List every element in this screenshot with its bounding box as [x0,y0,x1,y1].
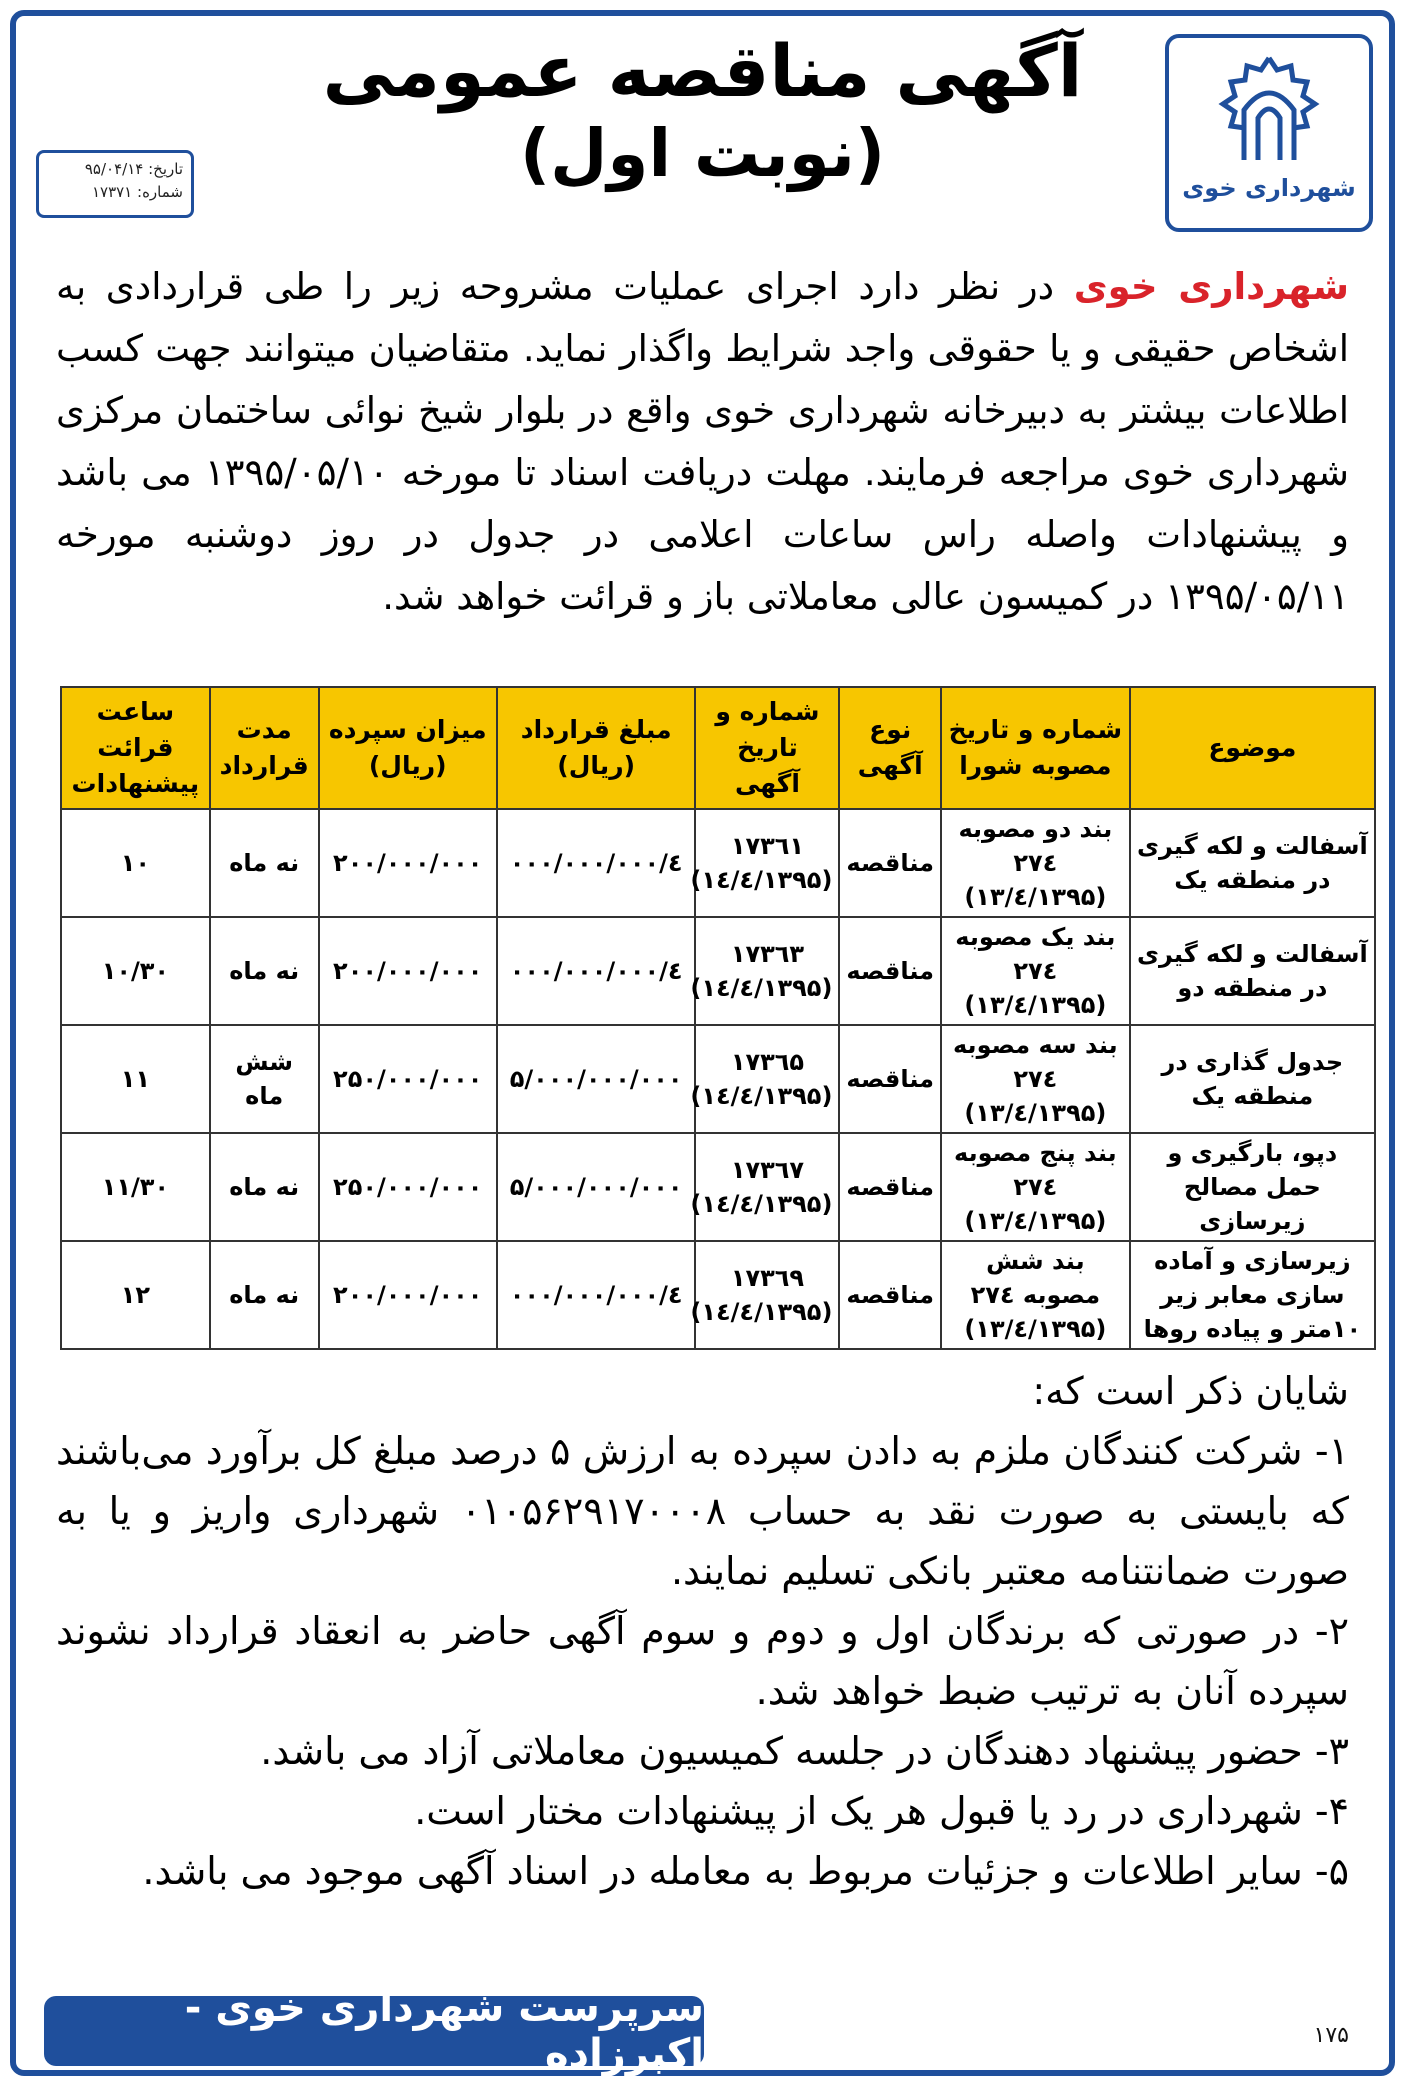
cell-type: مناقصه [839,1025,941,1133]
cell-time: ۱۱ [61,1025,210,1133]
tender-table [60,686,1376,1350]
council-number: بند یک مصوبه ۲۷٤ [955,923,1116,985]
cell-duration: نه ماه [210,1241,319,1349]
reference-box [36,150,194,218]
title-line-2: (نوبت اول) [519,115,886,192]
table-row [61,917,1375,1025]
col-ad: شماره و تاریخ آگهی [695,687,839,809]
signature-text: سرپرست شهرداری خوی - اکبرزاده [184,1985,704,2077]
reference-number: شماره: ۱۷۳۷۱ [91,183,183,202]
council-date: (۱۳۹۵/٤/۱۳) [964,1315,1107,1343]
note-item-4: ۴- شهرداری در رد یا قبول هر یک از پیشنهادات مختار است. [414,1789,1349,1833]
title-line-1: آگهی مناقصه عمومی [322,29,1083,113]
council-date: (۱۳۹۵/٤/۱۳) [964,1207,1107,1235]
col-amount: مبلغ قرارداد (ریال) [497,687,696,809]
cell-deposit: ۲۵۰/۰۰۰/۰۰۰ [319,1133,497,1241]
ad-date: (۱۳۹۵/٤/۱٤) [690,1190,833,1218]
ad-number: ۱۷۳٦۳ [730,940,805,968]
cell-deposit: ۲۰۰/۰۰۰/۰۰۰ [319,809,497,917]
cell-type: مناقصه [839,917,941,1025]
ad-date: (۱۳۹۵/٤/۱٤) [690,974,833,1002]
cell-type: مناقصه [839,1133,941,1241]
cell-amount: ٤/۰۰۰/۰۰۰/۰۰۰ [497,809,696,917]
cell-subject: آسفالت و لکه گیری در منطقه دو [1130,917,1375,1025]
cell-amount: ۵/۰۰۰/۰۰۰/۰۰۰ [497,1133,696,1241]
signature-banner [44,1985,704,2077]
cell-deposit: ۲۰۰/۰۰۰/۰۰۰ [319,1241,497,1349]
notes-heading: شایان ذکر است که: [1032,1369,1349,1413]
table-row [61,1025,1375,1133]
ad-date: (۱۳۹۵/٤/۱٤) [690,1298,833,1326]
note-item-5: ۵- سایر اطلاعات و جزئیات مربوط به معامله در اسناد آگهی موجود می باشد. [142,1849,1349,1893]
cell-ad [690,917,839,1025]
notice-title [262,26,1143,192]
cell-subject: زیرسازی و آماده سازی معابر زیر ۱۰متر و پیاده روها [1130,1241,1375,1349]
cell-deposit: ۲۵۰/۰۰۰/۰۰۰ [319,1025,497,1133]
cell-council [941,1241,1130,1349]
cell-time: ۱۰/۳۰ [61,917,210,1025]
page-number: ۱۷۵ [1313,2023,1349,2048]
col-type: نوع آگهی [839,687,941,809]
note-item-2: ۲- در صورتی که برندگان اول و دوم و سوم آگهی حاضر به انعقاد قرارداد نشوند سپرده آنان به ترتیب ضبط خواهد شد. [56,1609,1349,1713]
col-deposit: میزان سپرده (ریال) [319,687,497,809]
cell-time: ۱۰ [61,809,210,917]
cell-ad [690,1241,839,1349]
notice-frame [10,10,1395,2076]
ad-date: (۱۳۹۵/٤/۱٤) [690,866,833,894]
cell-deposit: ۲۰۰/۰۰۰/۰۰۰ [319,917,497,1025]
council-number: بند سه مصوبه ۲۷٤ [953,1031,1118,1093]
col-subject: موضوع [1130,687,1375,809]
cell-council [941,1133,1130,1241]
logo-text: شهرداری خوی [1182,174,1356,202]
cell-council [941,809,1130,917]
council-date: (۱۳۹۵/٤/۱۳) [964,1099,1107,1127]
municipality-logo [1165,34,1373,232]
col-council: شماره و تاریخ مصوبه شورا [941,687,1130,809]
cell-duration: شش ماه [210,1025,319,1133]
ad-number: ۱۷۳٦۷ [730,1156,805,1184]
intro-paragraph [56,256,1349,628]
note-item-1: ۱- شرکت کنندگان ملزم به دادن سپرده به ارزش ۵ درصد مبلغ کل برآورد می‌باشند که بایستی به صورت نقد به حساب ۰۱۰۵۶۲۹۱۷۰۰۰۸ شهرداری واریز و یا به صورت ضمانتنامه معتبر بانکی تسلیم نمایند. [56,1429,1349,1593]
cell-time: ۱۱/۳۰ [61,1133,210,1241]
col-time: ساعت قرائت پیشنهادات [61,687,210,809]
cell-duration: نه ماه [210,917,319,1025]
cell-ad [690,1133,839,1241]
cell-amount: ٤/۰۰۰/۰۰۰/۰۰۰ [497,917,696,1025]
council-number: بند پنج مصوبه ۲۷٤ [954,1139,1117,1201]
cell-subject: دپو، بارگیری و حمل مصالح زیرسازی [1130,1133,1375,1241]
logo-emblem-icon [1194,48,1344,168]
cell-duration: نه ماه [210,1133,319,1241]
intro-text: در نظر دارد اجرای عملیات مشروحه زیر را طی قراردادی به اشخاص حقیقی و یا حقوقی واجد شرایط واگذار نماید. متقاضیان میتوانند جهت کسب اطلاعات بیشتر به دبیرخانه شهرداری خوی واقع در بلوار شیخ نوائی ساختمان مرکزی شهرداری خوی مراجعه فرمایند. مهلت دریافت اسناد تا مورخه ۱۳۹۵/۰۵/۱۰ می باشد و پیشنهادات واصله راس ساعات اعلامی در جدول در روز دوشنبه مورخه ۱۳۹۵/۰۵/۱۱ در کمیسون عالی معاملاتی باز و قرائت خواهد شد. [56,265,1349,618]
cell-council [941,1025,1130,1133]
council-number: بند شش مصوبه ۲۷٤ [970,1247,1101,1309]
council-date: (۱۳۹۵/٤/۱۳) [964,883,1107,911]
cell-amount: ۵/۰۰۰/۰۰۰/۰۰۰ [497,1025,696,1133]
cell-council [941,917,1130,1025]
table-row [61,809,1375,917]
table-header-row [61,687,1375,809]
ad-date: (۱۳۹۵/٤/۱٤) [690,1082,833,1110]
col-duration: مدت قرارداد [210,687,319,809]
cell-type: مناقصه [839,1241,941,1349]
cell-amount: ٤/۰۰۰/۰۰۰/۰۰۰ [497,1241,696,1349]
org-name: شهرداری خوی [1073,265,1349,308]
cell-subject: آسفالت و لکه گیری در منطقه یک [1130,809,1375,917]
note-item-3: ۳- حضور پیشنهاد دهندگان در جلسه کمیسیون معاملاتی آزاد می باشد. [260,1729,1349,1773]
cell-time: ۱۲ [61,1241,210,1349]
notes-section [56,1361,1349,1901]
cell-subject: جدول گذاری در منطقه یک [1130,1025,1375,1133]
notice-header [22,22,1383,232]
ad-number: ۱۷۳٦۹ [730,1264,805,1292]
ad-number: ۱۷۳٦۱ [730,832,805,860]
table-row [61,1241,1375,1349]
council-date: (۱۳۹۵/٤/۱۳) [964,991,1107,1019]
cell-ad [690,1025,839,1133]
cell-duration: نه ماه [210,809,319,917]
cell-ad [690,809,839,917]
ad-number: ۱۷۳٦۵ [730,1048,805,1076]
reference-date: تاریخ: ۹۵/۰۴/۱۴ [84,160,183,178]
council-number: بند دو مصوبه ۲۷٤ [958,815,1113,877]
cell-type: مناقصه [839,809,941,917]
table-row [61,1133,1375,1241]
